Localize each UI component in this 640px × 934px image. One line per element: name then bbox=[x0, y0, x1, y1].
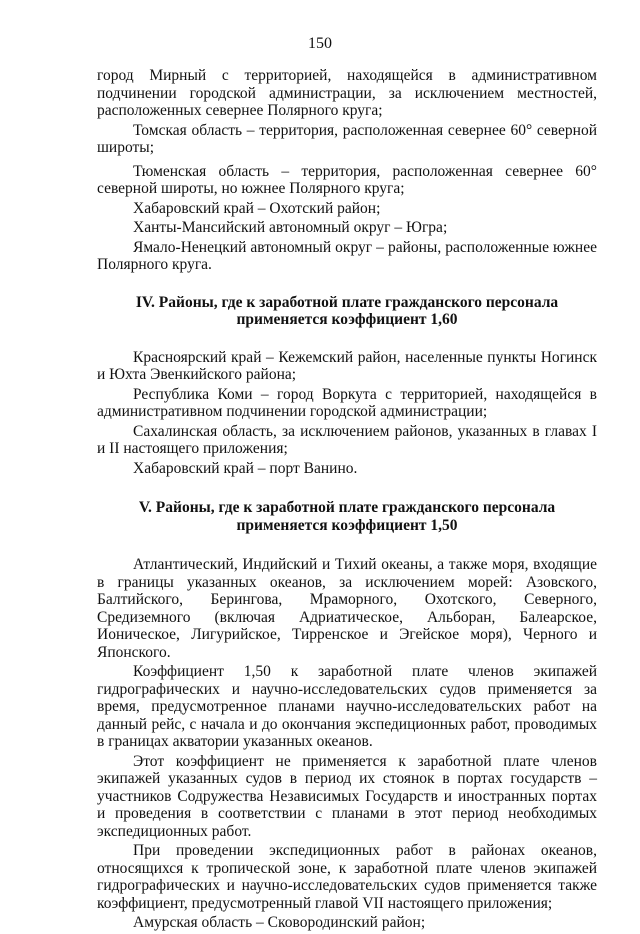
paragraph-mirny: город Мирный с территорией, находящейся в административном подчинении городской администрации, за исключением местностей, расположенных севернее Полярного круга; bbox=[97, 67, 597, 119]
paragraph-amur: Амурская область – Сковородинский район; bbox=[133, 914, 426, 931]
paragraph-coefficient-1-50: Коэффициент 1,50 к заработной плате членов экипажей гидрографических и научно-исследовательских судов применяется за время, предусмотренное планами научно-исследовательских работ на данный рейс, с начала и до окончания экспедиционных работ, проводимых в границах акватории указанных океанов. bbox=[97, 663, 597, 750]
section-v-heading-line1: V. Районы, где к заработной плате гражданского персонала bbox=[138, 499, 556, 516]
paragraph-tropical-zone: При проведении экспедиционных работ в районах океанов, относящихся к тропической зоне, к заработной плате членов экипажей гидрографических и научно-исследовательских судов применяется также коэффициент, предусмотренный главой VII настоящего приложения; bbox=[97, 842, 597, 912]
section-v-heading-line2: применяется коэффициент 1,50 bbox=[236, 516, 458, 534]
paragraph-coefficient-not-applied: Этот коэффициент не применяется к заработной плате членов экипажей указанных судов в период их стоянок в портах государств – участников Содружества Независимых Государств и иностранных портах и проведения в соответствии с планами в этот период необходимых экспедиционных работ. bbox=[97, 752, 597, 840]
document-body bbox=[97, 67, 597, 934]
page-number: 150 bbox=[308, 35, 332, 52]
paragraph-khabarovsk-vanino: Хабаровский край – порт Ванино. bbox=[133, 459, 358, 477]
paragraph-sakhalin: Сахалинская область, за исключением районов, указанных в главах I и II настоящего приложения; bbox=[97, 422, 597, 457]
section-iv-heading-line2: применяется коэффициент 1,60 bbox=[236, 311, 458, 328]
paragraph-tomsk: Томская область – территория, расположенная севернее 60° северной широты; bbox=[97, 121, 597, 156]
paragraph-khabarovsk-okhotsk: Хабаровский край – Охотский район; bbox=[133, 199, 381, 217]
paragraph-khanty-mansiysk: Ханты-Мансийский автономный округ – Югра; bbox=[133, 219, 448, 236]
paragraph-yamalo-nenets: Ямало-Ненецкий автономный округ – районы, расположенные южнее Полярного круга. bbox=[97, 238, 597, 273]
paragraph-tyumen: Тюменская область – территория, расположенная севернее 60° северной широты, но южнее Полярного круга; bbox=[97, 162, 597, 197]
section-iv-heading-line1: IV. Районы, где к заработной плате гражданского персонала bbox=[135, 293, 559, 311]
section-iv-heading bbox=[97, 294, 597, 329]
paragraph-krasnoyarsk: Красноярский край – Кежемский район, населенные пункты Ногинск и Юхта Эвенкийского района; bbox=[97, 348, 597, 383]
paragraph-oceans: Атлантический, Индийский и Тихий океаны, а также моря, входящие в границы указанных океанов, за исключением морей: Азовского, Балтийского, Берингова, Мраморного, Охотского, Северного, Средиземного (включая Адриатическое, Альборан, Балеарское, Ионическое, Лигурийское, Тирренское и Эгейское моря), Черного и Японского. bbox=[97, 556, 597, 661]
paragraph-komi: Республика Коми – город Воркута с территорией, находящейся в административном подчинении городской администрации; bbox=[97, 385, 597, 420]
section-v-heading bbox=[97, 499, 597, 534]
